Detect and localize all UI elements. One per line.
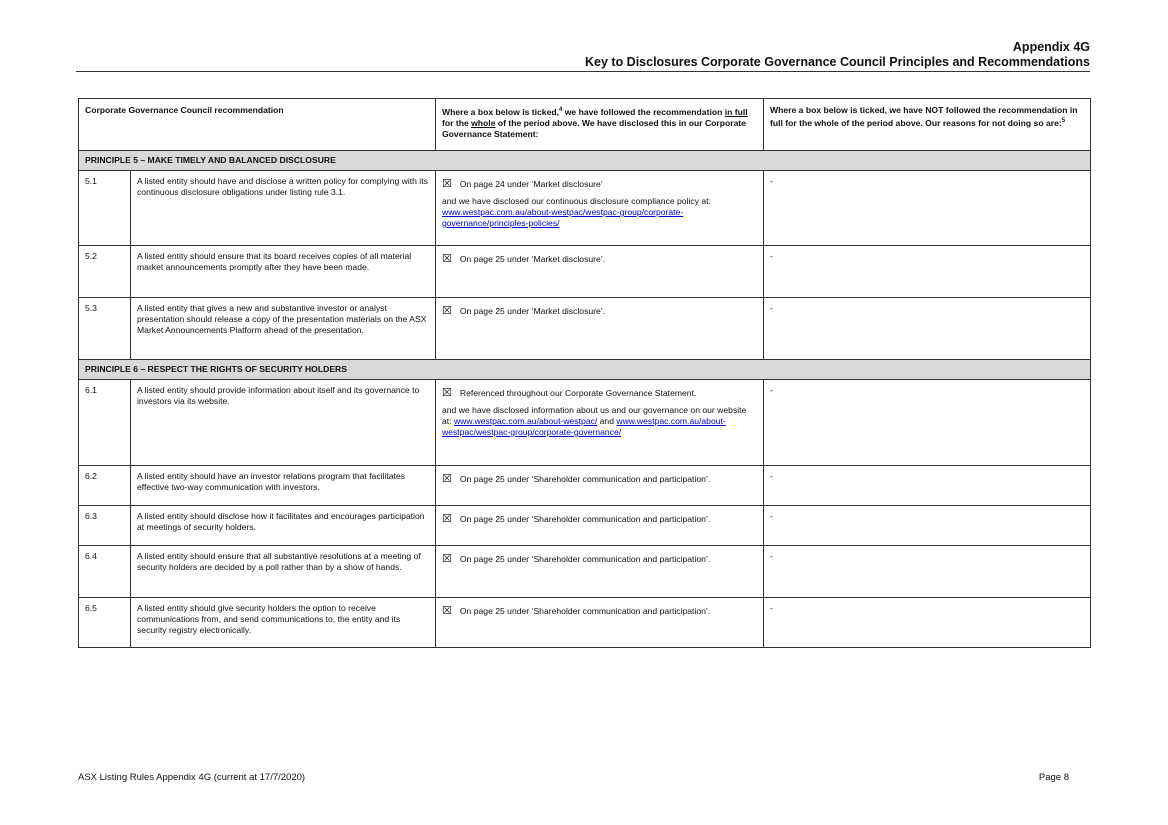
followed-cell — [436, 298, 764, 360]
checked-box-icon[interactable]: ☒ — [442, 253, 452, 265]
reason-cell: - — [764, 598, 1091, 648]
checked-box-icon[interactable]: ☒ — [442, 387, 452, 399]
ticked-text: On page 25 under ‘Market disclosure’. — [459, 306, 606, 316]
rec-text: A listed entity should disclose how it facilitates and encourages participation at meetings of security holders. — [131, 506, 436, 546]
reason-cell: - — [764, 466, 1091, 506]
ticked-text: On page 24 under ‘Market disclosure’ — [459, 179, 603, 189]
checked-box-icon[interactable]: ☒ — [442, 513, 452, 525]
principle-6-heading: PRINCIPLE 6 – RESPECT THE RIGHTS OF SECURITY HOLDERS — [79, 360, 1091, 380]
corporate-governance-link[interactable]: www.westpac.com.au/about-westpac/westpac-group/corporate-governance/ — [442, 416, 726, 437]
ticked-text: On page 25 under ‘Shareholder communication and participation’. — [459, 514, 711, 524]
table-row — [79, 246, 1091, 298]
rec-number: 6.3 — [79, 506, 131, 546]
ticked-text: On page 25 under ‘Shareholder communication and participation’. — [459, 606, 711, 616]
table-row — [79, 546, 1091, 598]
ticked-text: On page 25 under ‘Shareholder communication and participation’. — [459, 554, 711, 564]
rec-number: 5.1 — [79, 171, 131, 246]
table-row — [79, 171, 1091, 246]
reason-cell: - — [764, 380, 1091, 466]
header-rule — [76, 71, 1090, 72]
rec-number: 6.2 — [79, 466, 131, 506]
followed-cell: ☒ Referenced throughout our Corporate Governance Statement. and we have disclosed information about us and our governance on our website at: www.westpac.com.au/about-westpac/ and www.westpac.com.au/about-westpac/westpac-group/corporate-governance/ — [436, 380, 764, 466]
checked-box-icon[interactable]: ☒ — [442, 473, 452, 485]
reason-cell: - — [764, 546, 1091, 598]
rec-text: A listed entity should have and disclose a written policy for complying with its continuous disclosure obligations under listing rule 3.1. — [131, 171, 436, 246]
rec-text: A listed entity should provide information about itself and its governance to investors via its website. — [131, 380, 436, 466]
followed-cell — [436, 506, 764, 546]
followed-cell — [436, 598, 764, 648]
document-title: Key to Disclosures Corporate Governance Council Principles and Recommendations — [585, 55, 1090, 69]
rec-number: 6.4 — [79, 546, 131, 598]
table-row — [79, 380, 1091, 466]
reason-cell: - — [764, 171, 1091, 246]
table-header-row — [79, 99, 1091, 151]
followed-cell: ☒ On page 24 under ‘Market disclosure’ and we have disclosed our continuous disclosure compliance policy at: www.westpac.com.au/about-westpac/westpac-group/corporate-governance/principles-policies/ — [436, 171, 764, 246]
followed-cell — [436, 246, 764, 298]
rec-number: 6.1 — [79, 380, 131, 466]
ticked-text: On page 25 under ‘Market disclosure’. — [459, 254, 606, 264]
followed-cell — [436, 546, 764, 598]
rec-number: 6.5 — [79, 598, 131, 648]
about-westpac-link[interactable]: www.westpac.com.au/about-westpac/ — [453, 416, 598, 426]
rec-text: A listed entity should ensure that its board receives copies of all material market announcements promptly after they have been made. — [131, 246, 436, 298]
rec-number: 5.3 — [79, 298, 131, 360]
rec-text: A listed entity should give security holders the option to receive communications from, and send communications to, the entity and its security registry electronically. — [131, 598, 436, 648]
footer-source: ASX Listing Rules Appendix 4G (current at 17/7/2020) — [78, 772, 306, 783]
principle-5-heading: PRINCIPLE 5 – MAKE TIMELY AND BALANCED DISCLOSURE — [79, 151, 1091, 171]
column-header-recommendation: Corporate Governance Council recommendation — [79, 99, 436, 151]
column-header-followed: Where a box below is ticked,$^4$ we have followed the recommendation in full for the whole of the period above. We have disclosed this in our Corporate Governance Statement: — [436, 99, 764, 151]
checked-box-icon[interactable]: ☒ — [442, 305, 452, 317]
rec-text: A listed entity should have an investor relations program that facilitates effective two-way communication with investors. — [131, 466, 436, 506]
rec-text: A listed entity that gives a new and substantive investor or analyst presentation should release a copy of the presentation materials on the ASX Market Announcements Platform ahead of the presentation. — [131, 298, 436, 360]
checked-box-icon[interactable]: ☒ — [442, 553, 452, 565]
reason-cell: - — [764, 246, 1091, 298]
rec-number: 5.2 — [79, 246, 131, 298]
appendix-label: Appendix 4G — [1012, 40, 1090, 54]
followed-cell — [436, 466, 764, 506]
reason-cell: - — [764, 506, 1091, 546]
table-row — [79, 598, 1091, 648]
ticked-text: Referenced throughout our Corporate Governance Statement. — [459, 388, 697, 398]
table-row — [79, 466, 1091, 506]
page-header — [585, 40, 1090, 70]
table-row — [79, 506, 1091, 546]
table-row — [79, 298, 1091, 360]
policies-link[interactable]: www.westpac.com.au/about-westpac/westpac-group/corporate-governance/principles-policies/ — [442, 207, 684, 228]
reason-cell: - — [764, 298, 1091, 360]
checked-box-icon[interactable]: ☒ — [442, 605, 452, 617]
governance-table — [78, 98, 1091, 648]
ticked-text: On page 25 under ‘Shareholder communication and participation’. — [459, 474, 711, 484]
column-header-not-followed: Where a box below is ticked, we have NOT followed the recommendation in full for the whole of the period above. Our reasons for not doing so are:$^5$ — [764, 99, 1091, 151]
rec-text: A listed entity should ensure that all substantive resolutions at a meeting of security holders are decided by a poll rather than by a show of hands. — [131, 546, 436, 598]
checked-box-icon[interactable]: ☒ — [442, 178, 452, 190]
page-number: Page 8 — [1038, 772, 1069, 783]
